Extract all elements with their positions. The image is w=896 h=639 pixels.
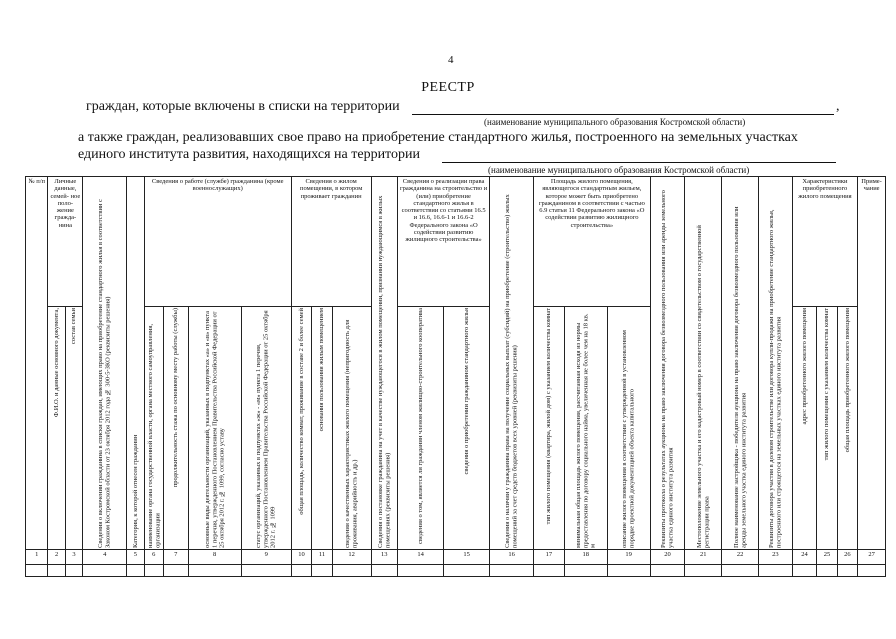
header-acquired-characteristics: Характеристики приобретенного жилого помещения bbox=[792, 177, 857, 307]
subheader-activity: основные виды деятельности организаций, указанных в подпунктах «а» и «в» пункта 1 перечня, утвержденного Постановлением Правительства Российской Федерации от 25 октября 2012 г. № 1099, согласно уставу bbox=[188, 307, 241, 550]
table-cell bbox=[817, 565, 837, 577]
table-cell bbox=[83, 565, 127, 577]
subheader-use-basis: основания пользования жилым помещением bbox=[312, 307, 332, 550]
column-number: 7 bbox=[164, 550, 189, 565]
column-number: 5 bbox=[127, 550, 144, 565]
column-number: 19 bbox=[607, 550, 650, 565]
table-cell bbox=[534, 565, 565, 577]
column-number: 16 bbox=[490, 550, 534, 565]
column-number: 9 bbox=[241, 550, 291, 565]
subheader-family: состав семьи bbox=[65, 307, 82, 550]
table-cell bbox=[444, 565, 490, 577]
table-cell bbox=[164, 565, 189, 577]
table-cell bbox=[607, 565, 650, 577]
header-developer: Полное наименование застройщика - победителя аукциона на право заключения договора безвозмездного пользования или аренды земельного участка единого института развития bbox=[722, 177, 759, 550]
subheader-org-status: статус организаций, указанных в подпунктах «ж» - «м» пункта 1 перечня, утвержденного Постановлением Правительства Российской Федерации от 25 октября 2012 г. № 1099 bbox=[241, 307, 291, 550]
subheader-quality: сведения о качественных характеристиках жилого помещения (непригодность для проживания, аварийность и др.) bbox=[332, 307, 371, 550]
subheader-description: описание жилого помещения в соответствии с утвержденной в установленном порядке проектной документацией объекта капитального bbox=[607, 307, 650, 550]
column-number: 21 bbox=[685, 550, 722, 565]
registry-table bbox=[25, 176, 886, 577]
header-registration: Сведения о постановке гражданина на учет в качестве нуждающегося в жилом помещении, признании нуждающимся в жилых помещениях (реквизиты решения) bbox=[371, 177, 398, 550]
page-title: РЕЕСТР bbox=[421, 80, 475, 95]
table-cell bbox=[858, 565, 886, 577]
column-number: 10 bbox=[291, 550, 311, 565]
subheader-org-name: наименование органа государственной власти, органа местного самоуправления, организации bbox=[144, 307, 163, 550]
column-numbers-row bbox=[26, 550, 886, 565]
column-number: 11 bbox=[312, 550, 332, 565]
header-dwelling-info: Сведения о жилом помещении, в котором проживает гражданин bbox=[291, 177, 371, 307]
column-number: 17 bbox=[534, 550, 565, 565]
subheader-acquisition: сведения о приобретении гражданином стандартного жилья bbox=[444, 307, 490, 550]
subheader-total-area: общая площадь, количество комнат, проживание в составе 2 и более семей bbox=[291, 307, 311, 550]
column-number: 20 bbox=[650, 550, 685, 565]
column-number: 8 bbox=[188, 550, 241, 565]
subheader-address: адрес приобретенного жилого помещения bbox=[792, 307, 817, 550]
subheader-dwelling-type: тип жилого помещения (квартира, жилой дом) с указанием количества комнат bbox=[534, 307, 565, 550]
table-cell bbox=[490, 565, 534, 577]
table-cell bbox=[685, 565, 722, 577]
column-number: 25 bbox=[817, 550, 837, 565]
table-cell bbox=[759, 565, 793, 577]
header-personal-data: Личные данные, семей- ное поло- жение гражда- нина bbox=[48, 177, 83, 307]
table-cell bbox=[127, 565, 144, 577]
header-subsidy: Сведения о наличии у гражданина права на получение социальных выплат (субсидий) на приобретение (строительство) жилых помещений за счет средств бюджетов всех уровней (реквизиты решения) bbox=[490, 177, 534, 550]
column-number: 22 bbox=[722, 550, 759, 565]
column-number: 15 bbox=[444, 550, 490, 565]
subheader-acquired-area: общая площадь приобретенного жилого помещения bbox=[837, 307, 857, 550]
column-number: 4 bbox=[83, 550, 127, 565]
column-number: 12 bbox=[332, 550, 371, 565]
table-cell bbox=[188, 565, 241, 577]
page-number: 4 bbox=[448, 54, 454, 66]
table-cell bbox=[398, 565, 444, 577]
table-cell bbox=[26, 565, 48, 577]
caption-2: (наименование муниципального образования Костромской области) bbox=[488, 165, 750, 175]
column-number: 3 bbox=[65, 550, 82, 565]
line1-comma: , bbox=[836, 99, 840, 114]
column-number: 23 bbox=[759, 550, 793, 565]
table-cell bbox=[65, 565, 82, 577]
header-category: Категория, к которой отнесен гражданин bbox=[127, 177, 144, 550]
subheader-acquired-type: тип жилого помещения с указанием количества комнат bbox=[817, 307, 837, 550]
header-line-2: а также граждан, реализовавших свое право на приобретение стандартного жилья, построенного на земельных участках bbox=[78, 130, 798, 145]
table-cell bbox=[650, 565, 685, 577]
table-cell bbox=[722, 565, 759, 577]
header-no: № п/п bbox=[26, 177, 48, 550]
header-note: Приме- чание bbox=[858, 177, 886, 550]
table-cell bbox=[291, 565, 311, 577]
column-number: 18 bbox=[564, 550, 607, 565]
header-work-info: Сведения о работе (службе) гражданина (кроме военнослужащих) bbox=[144, 177, 291, 307]
table-cell bbox=[792, 565, 817, 577]
column-number: 1 bbox=[26, 550, 48, 565]
column-number: 27 bbox=[858, 550, 886, 565]
blank-line-1 bbox=[412, 114, 834, 115]
table-cell bbox=[144, 565, 163, 577]
table-cell bbox=[371, 565, 398, 577]
header-dwelling-area: Площадь жилого помещения, являющегося стандартным жильем, которое может быть приобретено гражданином в соответствии с частью 6.9 статьи 11 Федерального закона «О содействии развитию жилищного строительства» bbox=[534, 177, 651, 307]
column-number: 6 bbox=[144, 550, 163, 565]
table-cell bbox=[312, 565, 332, 577]
table-cell bbox=[564, 565, 607, 577]
table-cell bbox=[332, 565, 371, 577]
column-number: 13 bbox=[371, 550, 398, 565]
caption-1: (наименование муниципального образования Костромской области) bbox=[484, 117, 746, 127]
column-number: 14 bbox=[398, 550, 444, 565]
column-number: 24 bbox=[792, 550, 817, 565]
subheader-min-area: минимальная общая площадь жилого помещения, рассчитанная исходя из нормы предоставления по договору социального найма, увеличенная не более чем на 18 кв. м bbox=[564, 307, 607, 550]
header-inclusion: Сведения о включении гражданина в списки граждан, имеющих право на приобретение стандартного жилья в соответствии с Законом Костромской области от 23 октября 2012 года № 300-5-ЗКО (реквизиты решения) bbox=[83, 177, 127, 550]
subheader-fio: Ф.И.О. и данные основного документа, bbox=[48, 307, 65, 550]
blank-line-2 bbox=[442, 162, 836, 163]
header-line-1: граждан, которые включены в списки на территории bbox=[86, 99, 400, 114]
subheader-seniority: продолжительность стажа по основному месту работы (службы) bbox=[164, 307, 189, 550]
subheader-coop-member: сведения о том, является ли гражданин членом жилищно-строительного кооператива bbox=[398, 307, 444, 550]
column-number: 26 bbox=[837, 550, 857, 565]
header-right-realization: Сведения о реализации права гражданина на строительство и (или) приобретение стандартного жилья в соответствии со статьями 16.5 и 16.6, 16.6-1 и 16.6-2 Федерального закона «О содействии развитию жилищного строительства» bbox=[398, 177, 490, 307]
table-row bbox=[26, 565, 886, 577]
table-cell bbox=[48, 565, 65, 577]
header-land-location: Местоположение земельного участка и его кадастровый номер в соответствии со свидетельством о государственной регистрации права bbox=[685, 177, 722, 550]
header-auction-protocol: Реквизиты протокола о результатах аукциона на право заключения договора безвозмездного пользования или аренды земельного участка единого института развития bbox=[650, 177, 685, 550]
table-cell bbox=[837, 565, 857, 577]
header-line-3: единого института развития, находящихся на территории bbox=[78, 147, 420, 162]
header-contract: Реквизиты договора участия в долевом строительстве или договора купли-продажи на приобретение стандартного жилья, построенного или строящегося на земельных участках единого института развития bbox=[759, 177, 793, 550]
column-number: 2 bbox=[48, 550, 65, 565]
table-cell bbox=[241, 565, 291, 577]
